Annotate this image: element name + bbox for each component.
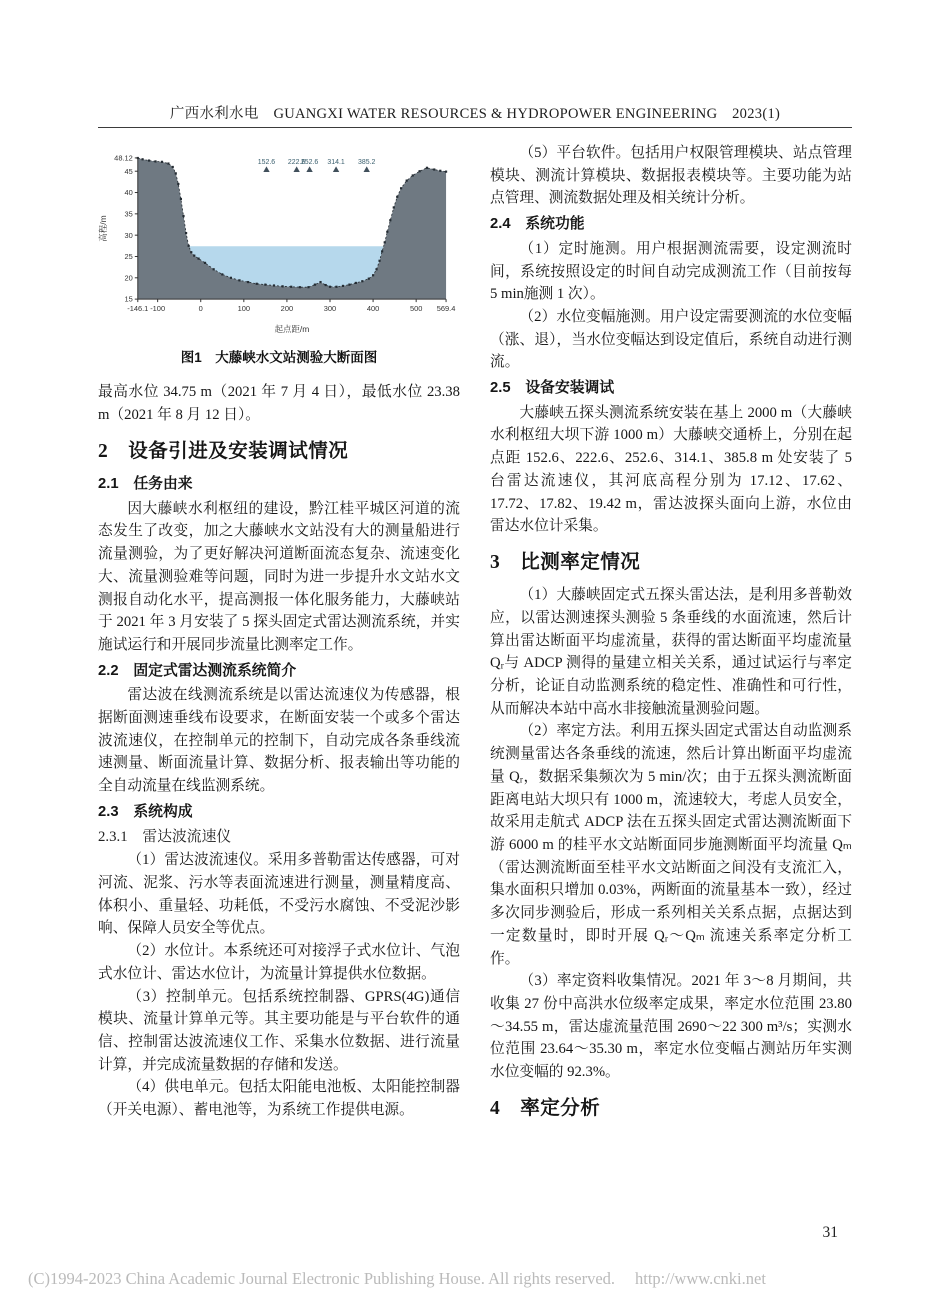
paragraph: （3）率定资料收集情况。2021 年 3～8 月期间，共收集 27 份中高洪水位级率定成果，率定水位范围 23.80～34.55 m，雷达虚流量范围 2690～22 300 m³/s；实测水位范围 23.64～35.30 m，率定水位变幅占测站历年实测水位变幅的 92.3%。 [490, 973, 852, 1081]
paragraph: （5）平台软件。包括用户权限管理模块、站点管理模块、测流计算模块、数据报表模块等。主要功能为站点管理、测流数据处理及相关统计分析。 [490, 145, 852, 207]
svg-text:152.6: 152.6 [257, 158, 276, 166]
header-divider [98, 127, 852, 128]
section-2-3-heading: 2.3 系统构成 [98, 803, 193, 820]
paragraph: 雷达波在线测流系统是以雷达流速仪为传感器，根据断面测速垂线布设要求，在断面安装一个或多个雷达波流速仪，在控制单元的控制下，自动完成各条垂线流速测量、断面流量计算、数据分析、报表输出等功能的全自动流量在线监测系统。 [98, 687, 460, 795]
svg-text:222.6: 222.6 [287, 158, 306, 166]
svg-text:569.4: 569.4 [436, 304, 456, 314]
paragraph: （2）率定方法。利用五探头固定式雷达自动监测系统测量雷达各条垂线的流速，然后计算出断面平均虚流量 Qᵣ，数据采集频次为 5 min/次；由于五探头测流断面距离电站大坝只有 1000 m，流速较大，考虑人员安全，故采用走航式 ADCP 法在五探头固定式雷达测流断面下游 6000 m 的桂平水文站断面同步施测断面平均流量 Qₘ（雷达测流断面至桂平水文站断面之间没有支流汇入，集水面积只增加 0.03%，两断面的流量基本一致），经过多次同步测验后，形成一系列相关关系点据，点据达到一定数量时，即时开展 Qᵣ～Qₘ 流速关系率定分析工作。 [490, 723, 852, 967]
page-number: 31 [822, 1224, 838, 1241]
copyright-footer [28, 1269, 928, 1289]
paragraph: 因大藤峡水利枢纽的建设，黔江桂平城区河道的流态发生了改变，加之大藤峡水文站没有大的测量船进行流量测验，为了更好解决河道断面流态复杂、流速变化大、流量测验难等问题，同时为进一步提升水文站水文测报自动化水平，提高测报一体化服务能力，大藤峡站于 2021 年 3 月安装了 5 探头固定式雷达测流系统，并实施试运行和开展同步流量比测率定工作。 [98, 500, 460, 653]
svg-text:300: 300 [323, 304, 337, 314]
svg-text:20: 20 [124, 273, 133, 283]
section-2-3-1-heading: 2.3.1 雷达波流速仪 [98, 828, 232, 845]
svg-text:48.12: 48.12 [114, 153, 133, 163]
paragraph: （3）控制单元。包括系统控制器、GPRS(4G)通信模块、流量计算单元等。其主要功能是与平台软件的通信、控制雷达波流速仪工作、采集水位数据、进行流量计算，并完成流量数据的存储和发送。 [98, 988, 460, 1073]
paragraph: 最高水位 34.75 m（2021 年 7 月 4 日），最低水位 23.38 m（2021 年 8 月 12 日）。 [98, 384, 460, 424]
right-column [490, 142, 852, 1130]
svg-text:400: 400 [366, 304, 380, 314]
svg-text:40: 40 [124, 188, 133, 198]
section-3-heading: 3 比测率定情况 [490, 551, 641, 573]
paragraph: （4）供电单元。包括太阳能电池板、太阳能控制器（开关电源）、蓄电池等，为系统工作提供电源。 [98, 1079, 460, 1119]
cross-section-chart [98, 142, 460, 343]
paragraph: （2）水位变幅施测。用户设定需要测流的水位变幅（涨、退），当水位变幅达到设定值后，系统自动进行测流。 [490, 308, 852, 371]
svg-text:25: 25 [124, 252, 133, 262]
svg-text:100: 100 [237, 304, 251, 314]
svg-text:35: 35 [124, 209, 133, 219]
paragraph: 大藤峡五探头测流系统安装在基上 2000 m（大藤峡水利枢纽大坝下游 1000 m）大藤峡交通桥上，分别在起点距 152.6、222.6、252.6、314.1、385.8 m 处安装了 5 台雷达流速仪，其河底高程分别为 17.12、17.62、17.72、17.82、19.42 m，雷达波探头面向上游，水位由雷达水位计采集。 [490, 404, 852, 535]
cnki-url: http://www.cnki.net [635, 1269, 766, 1288]
svg-text:314.1: 314.1 [327, 158, 345, 166]
svg-text:15: 15 [124, 294, 133, 304]
svg-text:500: 500 [409, 304, 423, 314]
section-2-heading: 2 设备引进及安装调试情况 [98, 440, 349, 462]
figure-1 [98, 142, 460, 369]
svg-text:45: 45 [124, 166, 133, 176]
section-2-2-heading: 2.2 固定式雷达测流系统简介 [98, 662, 297, 679]
svg-text:252.6: 252.6 [300, 158, 319, 166]
svg-text:起点距/m: 起点距/m [274, 323, 310, 334]
paragraph: （1）大藤峡固定式五探头雷达法，是利用多普勒效应，以雷达测速探头测验 5 条垂线的水面流速，然后计算出雷达断面平均虚流量，获得的雷达断面平均虚流量 Qᵣ与 ADCP 测得的量建立相关关系，通过试运行与率定分析，论证自动监测系统的稳定性、准确性和可行性，从而解决本站中高水非接触流量测验问题。 [490, 587, 852, 717]
copyright-text: (C)1994-2023 China Academic Journal Electronic Publishing House. All rights reserved. [28, 1269, 616, 1288]
journal-header: 广西水利水电 GUANGXI WATER RESOURCES & HYDROPOWER ENGINEERING 2023(1) [169, 106, 781, 122]
paragraph: （1）定时施测。用户根据测流需要，设定测流时间，系统按照设定的时间自动完成测流工作（目前按每 5 min施测 1 次）。 [490, 240, 852, 303]
svg-text:-146.1: -146.1 [127, 304, 149, 314]
svg-text:0: 0 [198, 304, 203, 314]
left-column [98, 142, 460, 1130]
svg-text:-100: -100 [150, 304, 166, 314]
paragraph: （2）水位计。本系统还可对接浮子式水位计、气泡式水位计、雷达水位计，为流量计算提供水位数据。 [98, 943, 460, 982]
page-content [98, 142, 852, 1130]
svg-text:200: 200 [280, 304, 294, 314]
figure-caption: 图1 大藤峡水文站测验大断面图 [180, 349, 378, 365]
section-4-heading: 4 率定分析 [490, 1097, 601, 1119]
svg-text:30: 30 [124, 230, 133, 240]
paragraph: （1）雷达波流速仪。采用多普勒雷达传感器，可对河流、泥浆、污水等表面流速进行测量，测量精度高、体积小、重量轻、功耗低，不受污水腐蚀、不受泥沙影响、保障人员安全等优点。 [98, 852, 460, 937]
svg-text:高程/m: 高程/m [98, 215, 108, 242]
section-2-1-heading: 2.1 任务由来 [98, 476, 193, 493]
section-2-4-heading: 2.4 系统功能 [490, 216, 585, 233]
section-2-5-heading: 2.5 设备安装调试 [490, 380, 615, 397]
svg-text:385.2: 385.2 [357, 158, 376, 166]
